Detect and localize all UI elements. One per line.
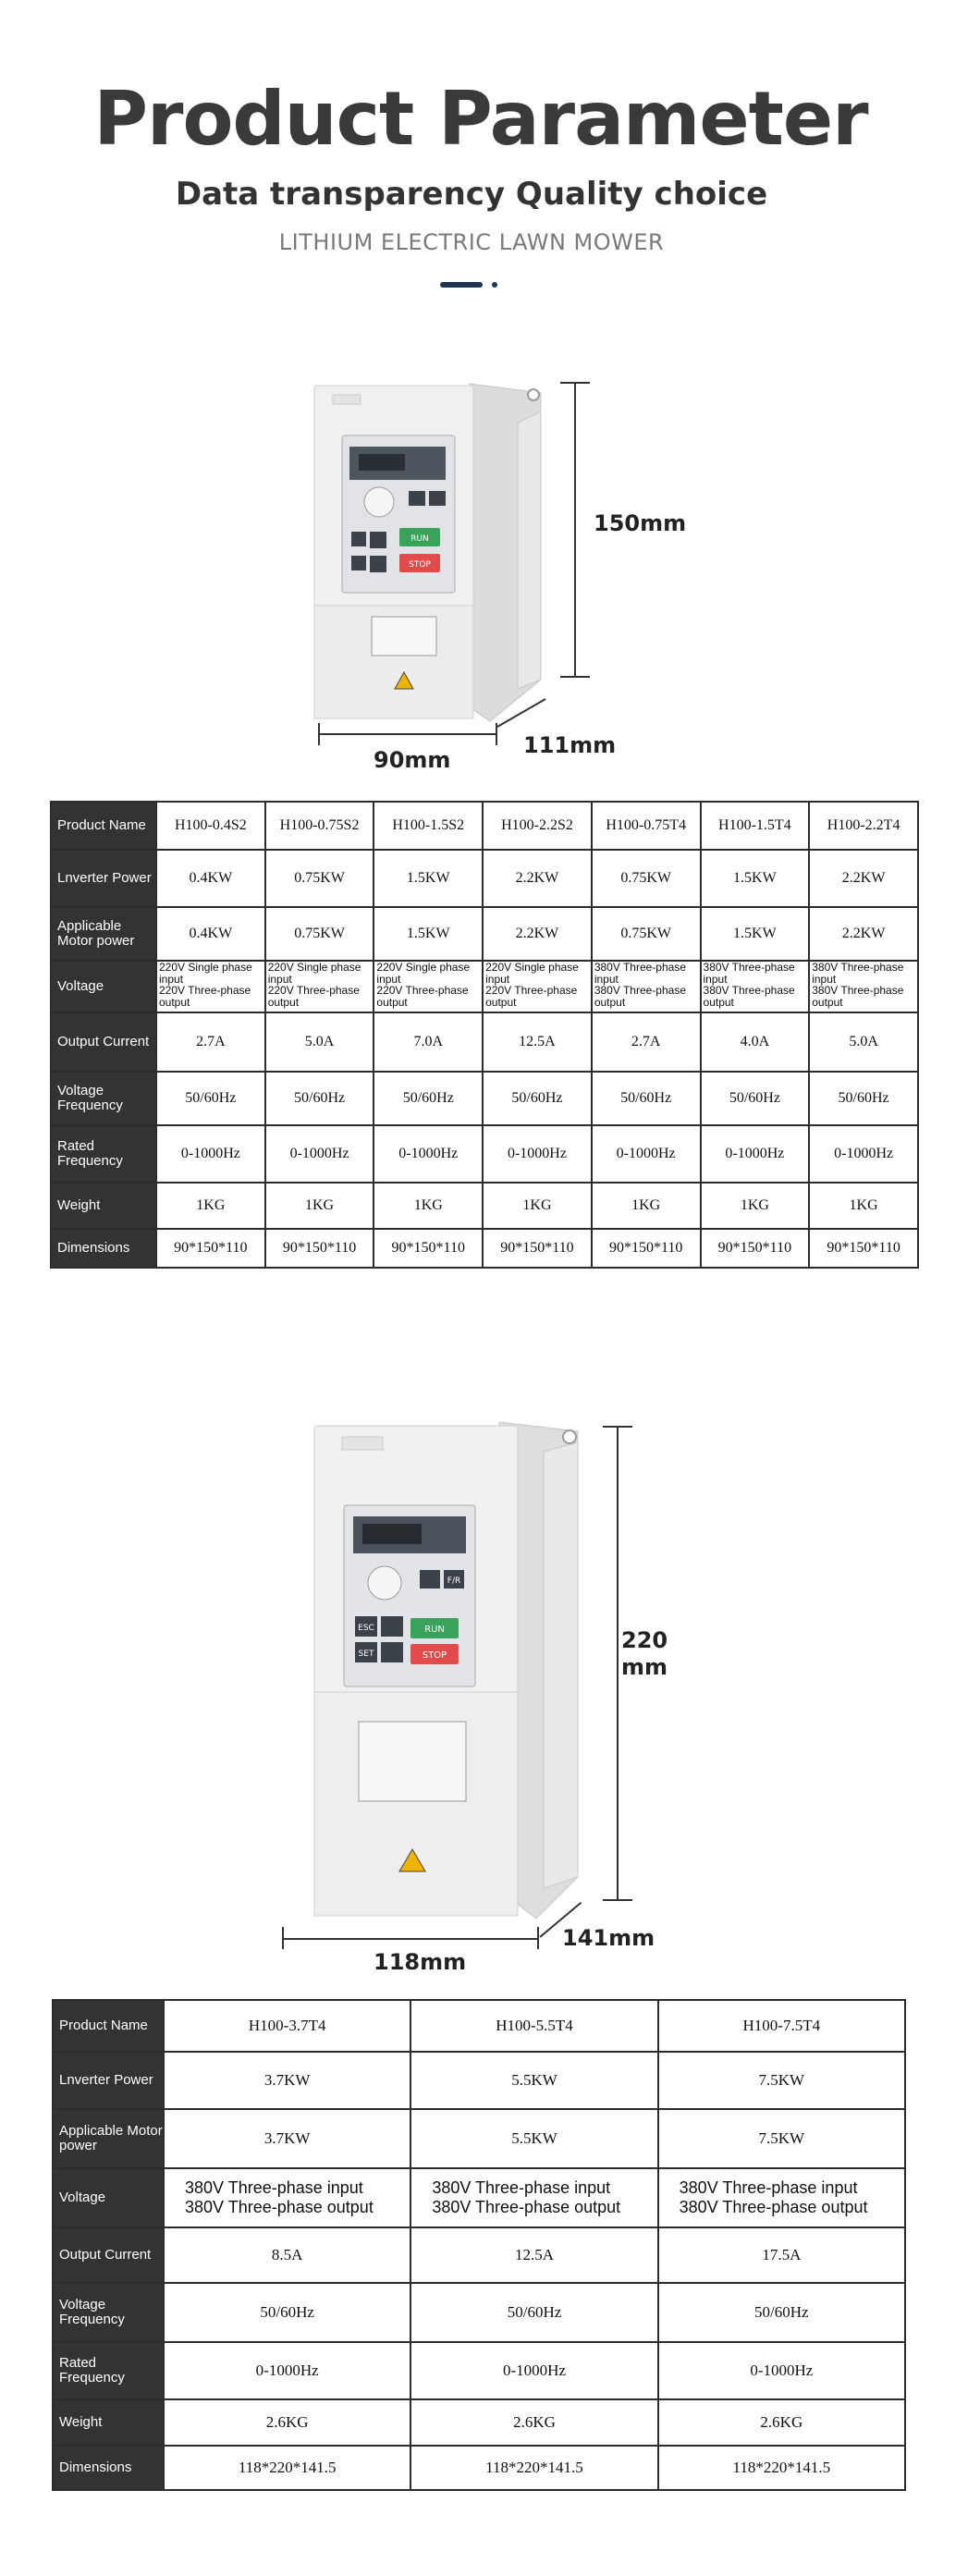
voltage-input: 220V Single phase input	[485, 961, 579, 986]
height-label: 220 mm	[621, 1627, 668, 1680]
table-cell: H100-1.5S2	[374, 802, 483, 850]
table-cell: 118*220*141.5	[410, 2446, 657, 2490]
table-cell: 1KG	[265, 1183, 374, 1229]
table-row	[51, 1229, 918, 1268]
table-row	[53, 2000, 905, 2052]
table-row	[51, 1012, 918, 1072]
table-cell: 1.5KW	[701, 907, 810, 961]
row-label: Weight	[51, 1183, 156, 1229]
table-cell: 1.5KW	[374, 850, 483, 907]
table-cell: 2.7A	[592, 1012, 701, 1072]
height-dimension-line	[617, 1426, 619, 1901]
table-cell	[156, 961, 265, 1012]
row-label: Voltage	[53, 2168, 164, 2227]
height-dimension-tick-bottom	[603, 1899, 632, 1901]
voltage-input: 380V Three-phase input	[185, 2178, 363, 2198]
table-cell: H100-5.5T4	[410, 2000, 657, 2052]
voltage-output: 380V Three-phase output	[432, 2198, 621, 2216]
esc-key-label: ESC	[358, 1624, 374, 1633]
table-cell: 2.2KW	[483, 907, 592, 961]
table-cell: 50/60Hz	[809, 1072, 918, 1125]
table-row	[51, 1125, 918, 1183]
table-cell: 1.5KW	[701, 850, 810, 907]
table-cell	[701, 961, 810, 1012]
table-cell: 50/60Hz	[374, 1072, 483, 1125]
table-cell	[592, 961, 701, 1012]
table-row	[51, 1072, 918, 1125]
row-label: Product Name	[51, 802, 156, 850]
table-cell: 5.0A	[809, 1012, 918, 1072]
table-cell: 0.75KW	[592, 907, 701, 961]
height-dimension-line	[574, 382, 576, 678]
row-label: Voltage Frequency	[53, 2283, 164, 2342]
width-dimension-line	[282, 1938, 539, 1940]
table-cell: H100-3.7T4	[164, 2000, 410, 2052]
table-cell: 50/60Hz	[164, 2283, 410, 2342]
table-cell: 90*150*110	[483, 1229, 592, 1268]
page-subtitle: Data transparency Quality choice	[175, 176, 768, 213]
height-label: 150mm	[594, 510, 687, 536]
set-key-label: SET	[358, 1650, 374, 1659]
table-cell: 3.7KW	[164, 2109, 410, 2168]
table-cell: 90*150*110	[156, 1229, 265, 1268]
table-row	[51, 1183, 918, 1229]
table-cell: 2.6KG	[164, 2399, 410, 2446]
row-label: Lnverter Power	[53, 2052, 164, 2109]
voltage-output: 380V Three-phase output	[812, 984, 904, 1009]
table-cell: 118*220*141.5	[658, 2446, 905, 2490]
table-cell	[410, 2168, 657, 2227]
table-cell: 0-1000Hz	[658, 2342, 905, 2399]
depth-label: 141mm	[562, 1925, 655, 1951]
table-cell: H100-2.2T4	[809, 802, 918, 850]
table-cell: 2.2KW	[809, 907, 918, 961]
row-label: Weight	[53, 2399, 164, 2446]
voltage-output: 380V Three-phase output	[185, 2198, 374, 2216]
table-cell: 1KG	[374, 1183, 483, 1229]
table-cell: H100-0.4S2	[156, 802, 265, 850]
table-cell: 8.5A	[164, 2227, 410, 2283]
table-cell: H100-7.5T4	[658, 2000, 905, 2052]
depth-label: 111mm	[523, 732, 617, 758]
height-dimension-tick-bottom	[560, 676, 590, 678]
table-cell: 50/60Hz	[410, 2283, 657, 2342]
table-cell: 2.7A	[156, 1012, 265, 1072]
table-cell: 0.4KW	[156, 907, 265, 961]
table-cell	[809, 961, 918, 1012]
table-cell: 50/60Hz	[265, 1072, 374, 1125]
table-cell: 0.75KW	[265, 850, 374, 907]
table-cell	[483, 961, 592, 1012]
table-cell: 0-1000Hz	[374, 1125, 483, 1183]
table-cell: 1.5KW	[374, 907, 483, 961]
table-cell: 1KG	[701, 1183, 810, 1229]
table-cell: 0.4KW	[156, 850, 265, 907]
height-dimension-tick-top	[560, 382, 590, 384]
table-cell: 3.7KW	[164, 2052, 410, 2109]
width-dimension-tick-left	[282, 1927, 284, 1949]
row-label: Dimensions	[51, 1229, 156, 1268]
row-label: Applicable Motor power	[51, 907, 156, 961]
table-cell: 12.5A	[483, 1012, 592, 1072]
table-cell: 0-1000Hz	[265, 1125, 374, 1183]
row-label: Voltage Frequency	[51, 1072, 156, 1125]
row-label: Voltage	[51, 961, 156, 1012]
table-cell: 90*150*110	[809, 1229, 918, 1268]
voltage-output: 220V Three-phase output	[267, 984, 360, 1009]
table-cell: 90*150*110	[701, 1229, 810, 1268]
table-cell: 0.75KW	[592, 850, 701, 907]
table-row	[51, 907, 918, 961]
width-label: 90mm	[374, 747, 451, 773]
table-row	[53, 2052, 905, 2109]
table-row	[51, 802, 918, 850]
table-row	[53, 2227, 905, 2283]
table-cell: 50/60Hz	[701, 1072, 810, 1125]
row-label: Applicable Motor power	[53, 2109, 164, 2168]
table-cell: 17.5A	[658, 2227, 905, 2283]
table-cell: 1KG	[592, 1183, 701, 1229]
spec-table-large-models	[52, 1999, 906, 2491]
spec-table-small-models	[50, 801, 919, 1269]
voltage-output: 380V Three-phase output	[679, 2198, 868, 2216]
table-row	[53, 2342, 905, 2399]
accent-dash	[440, 282, 483, 288]
table-cell: 1KG	[483, 1183, 592, 1229]
row-label: Rated Frequency	[51, 1125, 156, 1183]
table-cell: 2.6KG	[410, 2399, 657, 2446]
width-dimension-line	[318, 733, 497, 735]
table-cell: 90*150*110	[374, 1229, 483, 1268]
table-cell: 90*150*110	[592, 1229, 701, 1268]
table-cell: 0-1000Hz	[809, 1125, 918, 1183]
height-dimension-tick-top	[603, 1426, 632, 1428]
table-row	[53, 2168, 905, 2227]
voltage-output: 380V Three-phase output	[594, 984, 686, 1009]
width-dimension-tick-left	[318, 723, 320, 745]
table-cell: 118*220*141.5	[164, 2446, 410, 2490]
stop-key-label: STOP	[422, 1650, 447, 1661]
width-dimension-tick-right	[537, 1927, 539, 1949]
inverter-large-illustration	[296, 1415, 601, 1932]
table-cell: 4.0A	[701, 1012, 810, 1072]
table-cell: 50/60Hz	[483, 1072, 592, 1125]
table-row	[53, 2109, 905, 2168]
table-row	[53, 2283, 905, 2342]
accent-dot	[492, 282, 497, 288]
table-cell: 50/60Hz	[592, 1072, 701, 1125]
voltage-output: 220V Three-phase output	[485, 984, 578, 1009]
table-cell: H100-0.75S2	[265, 802, 374, 850]
table-cell: 0-1000Hz	[592, 1125, 701, 1183]
voltage-input: 220V Single phase input	[376, 961, 471, 986]
fr-key-label: F/R	[447, 1576, 461, 1586]
table-cell: 0-1000Hz	[156, 1125, 265, 1183]
table-cell: H100-2.2S2	[483, 802, 592, 850]
table-cell: 0-1000Hz	[483, 1125, 592, 1183]
table-cell: 2.2KW	[809, 850, 918, 907]
table-cell: 5.0A	[265, 1012, 374, 1072]
voltage-input: 380V Three-phase input	[679, 2178, 858, 2198]
run-key-label: RUN	[424, 1625, 445, 1635]
inverter-small-illustration	[305, 374, 555, 744]
table-cell: 0-1000Hz	[410, 2342, 657, 2399]
page-title: Product Parameter	[93, 76, 868, 162]
table-cell: 50/60Hz	[658, 2283, 905, 2342]
table-cell: 0-1000Hz	[701, 1125, 810, 1183]
table-cell: 0.75KW	[265, 907, 374, 961]
table-cell	[164, 2168, 410, 2227]
table-row	[51, 850, 918, 907]
voltage-output: 220V Three-phase output	[159, 984, 251, 1009]
voltage-input: 220V Single phase input	[159, 961, 252, 986]
table-cell: 7.0A	[374, 1012, 483, 1072]
table-row	[53, 2399, 905, 2446]
table-cell: 1KG	[809, 1183, 918, 1229]
table-cell: 5.5KW	[410, 2052, 657, 2109]
row-label: Rated Frequency	[53, 2342, 164, 2399]
table-cell	[374, 961, 483, 1012]
row-label: Dimensions	[53, 2446, 164, 2490]
voltage-input: 220V Single phase input	[267, 961, 361, 986]
table-cell: 2.6KG	[658, 2399, 905, 2446]
voltage-input: 380V Three-phase input	[594, 961, 686, 986]
table-row	[53, 2446, 905, 2490]
row-label: Lnverter Power	[51, 850, 156, 907]
voltage-output: 380V Three-phase output	[703, 984, 795, 1009]
table-cell: 1KG	[156, 1183, 265, 1229]
stop-key-label: STOP	[409, 560, 431, 570]
voltage-output: 220V Three-phase output	[376, 984, 469, 1009]
table-cell: 90*150*110	[265, 1229, 374, 1268]
table-cell: 7.5KW	[658, 2052, 905, 2109]
row-label: Output Current	[51, 1012, 156, 1072]
run-key-label: RUN	[410, 534, 429, 544]
row-label: Output Current	[53, 2227, 164, 2283]
voltage-input: 380V Three-phase input	[703, 961, 795, 986]
page-tagline: LITHIUM ELECTRIC LAWN MOWER	[278, 229, 665, 255]
table-cell: H100-0.75T4	[592, 802, 701, 850]
voltage-input: 380V Three-phase input	[432, 2178, 611, 2198]
table-cell: H100-1.5T4	[701, 802, 810, 850]
row-label: Product Name	[53, 2000, 164, 2052]
width-label: 118mm	[374, 1949, 467, 1975]
table-cell	[658, 2168, 905, 2227]
table-row	[51, 961, 918, 1012]
table-cell: 2.2KW	[483, 850, 592, 907]
table-cell: 7.5KW	[658, 2109, 905, 2168]
table-cell: 0-1000Hz	[164, 2342, 410, 2399]
table-cell	[265, 961, 374, 1012]
voltage-input: 380V Three-phase input	[812, 961, 904, 986]
table-cell: 50/60Hz	[156, 1072, 265, 1125]
table-cell: 12.5A	[410, 2227, 657, 2283]
table-cell: 5.5KW	[410, 2109, 657, 2168]
